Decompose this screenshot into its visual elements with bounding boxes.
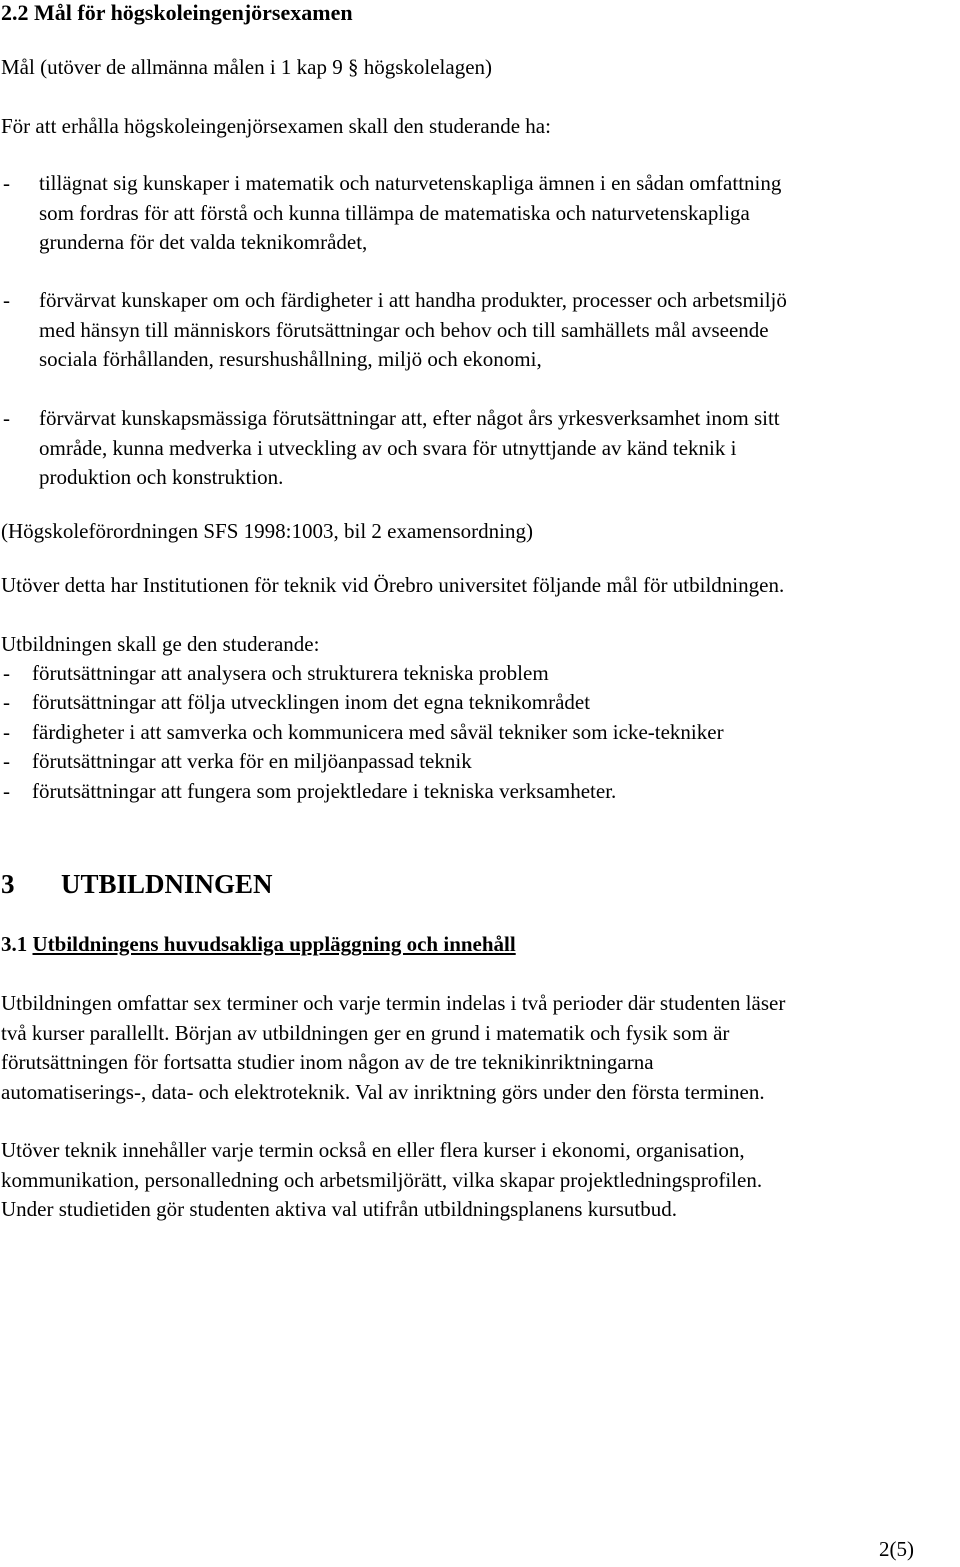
section-3-1-heading bbox=[1, 929, 516, 959]
education-goal-text: färdigheter i att samverka och kommunicera med såväl tekniker som icke-tekniker bbox=[32, 720, 724, 744]
section-2-2-heading bbox=[1, 0, 353, 28]
goal-line: produktion och konstruktion. bbox=[39, 465, 284, 489]
goal-line: som fordras för att förstå och kunna tillämpa de matematiska och naturvetenskapliga bbox=[39, 200, 750, 225]
section-title: Utbildningens huvudsakliga uppläggning och innehåll bbox=[32, 932, 516, 956]
goal-line: med hänsyn till människors förutsättningar och behov och till samhällets mål avseende bbox=[39, 317, 769, 342]
dash-marker: - bbox=[3, 288, 10, 312]
dash-marker: - bbox=[3, 171, 10, 195]
paragraph-line: Utbildningen omfattar sex terminer och varje termin indelas i två perioder där studenten läser bbox=[1, 991, 786, 1015]
education-goal-item bbox=[1, 688, 590, 718]
education-goal-item bbox=[1, 659, 549, 689]
dash-marker: - bbox=[3, 690, 10, 714]
page-number: 2(5) bbox=[879, 1537, 914, 1561]
goal-line: sociala förhållanden, resurshushållning, miljö och ekonomi, bbox=[39, 347, 542, 371]
goal-line: område, kunna medverka i utveckling av och svara för utnyttjande av känd teknik i bbox=[39, 435, 737, 460]
dash-marker: - bbox=[3, 406, 10, 430]
education-goal-text: förutsättningar att verka för en miljöanpassad teknik bbox=[32, 749, 472, 773]
paragraph-line: två kurser parallellt. Början av utbildningen ger en grund i matematik och fysik som är bbox=[1, 1020, 730, 1045]
paragraph-structure bbox=[1, 989, 785, 1107]
paragraph-line: Under studietiden gör studenten aktiva val utifrån utbildningsplanens kursutbud. bbox=[1, 1197, 677, 1221]
education-goal-item bbox=[1, 718, 724, 748]
degree-goal-item bbox=[1, 169, 956, 258]
section-number: 3 bbox=[1, 869, 15, 899]
education-intro: Utbildningen skall ge den studerande: bbox=[1, 632, 320, 656]
education-goal-text: förutsättningar att fungera som projektledare i tekniska verksamheter. bbox=[32, 779, 617, 803]
section-number: 2.2 bbox=[1, 0, 29, 25]
dash-marker: - bbox=[3, 749, 10, 773]
degree-goal-item bbox=[1, 404, 956, 493]
paragraph-content bbox=[1, 1136, 762, 1225]
goals-intro: För att erhålla högskoleingenjörsexamen skall den studerande ha: bbox=[1, 114, 551, 138]
section-number: 3.1 bbox=[1, 932, 28, 956]
dash-marker: - bbox=[3, 661, 10, 685]
section-title: UTBILDNINGEN bbox=[61, 869, 273, 899]
section-3-heading bbox=[1, 866, 273, 902]
education-goal-text: förutsättningar att analysera och strukturera tekniska problem bbox=[32, 661, 549, 685]
dash-marker: - bbox=[3, 720, 10, 744]
paragraph-line: kommunikation, personalledning och arbetsmiljörätt, vilka skapar projektledningsprofilen. bbox=[1, 1167, 763, 1192]
education-goal-item bbox=[1, 747, 472, 777]
degree-goal-item bbox=[1, 286, 956, 375]
paragraph-line: förutsättningen för fortsatta studier inom någon av de tre teknikinriktningarna bbox=[1, 1050, 654, 1074]
goal-line: förvärvat kunskapsmässiga förutsättningar att, efter något års yrkesverksamhet inom sitt bbox=[39, 406, 780, 430]
education-goal-item bbox=[1, 777, 616, 807]
education-goal-text: förutsättningar att följa utvecklingen inom det egna teknikområdet bbox=[32, 690, 591, 714]
institution-note: Utöver detta har Institutionen för teknik vid Örebro universitet följande mål för utbildningen. bbox=[1, 573, 785, 597]
goal-line: grunderna för det valda teknikområdet, bbox=[39, 230, 368, 254]
goals-subtitle: Mål (utöver de allmänna målen i 1 kap 9 § högskolelagen) bbox=[1, 55, 493, 79]
regulation-reference: (Högskoleförordningen SFS 1998:1003, bil 2 examensordning) bbox=[1, 519, 533, 543]
paragraph-line: Utöver teknik innehåller varje termin också en eller flera kurser i ekonomi, organisation, bbox=[1, 1138, 745, 1162]
dash-marker: - bbox=[3, 779, 10, 803]
section-title: Mål för högskoleingenjörsexamen bbox=[34, 0, 353, 25]
goal-line: förvärvat kunskaper om och färdigheter i att handha produkter, processer och arbetsmiljö bbox=[39, 288, 787, 312]
paragraph-line: automatiserings-, data- och elektroteknik. Val av inriktning görs under den första terminen. bbox=[1, 1079, 765, 1104]
goal-line: tillägnat sig kunskaper i matematik och naturvetenskapliga ämnen i en sådan omfattning bbox=[39, 171, 782, 195]
